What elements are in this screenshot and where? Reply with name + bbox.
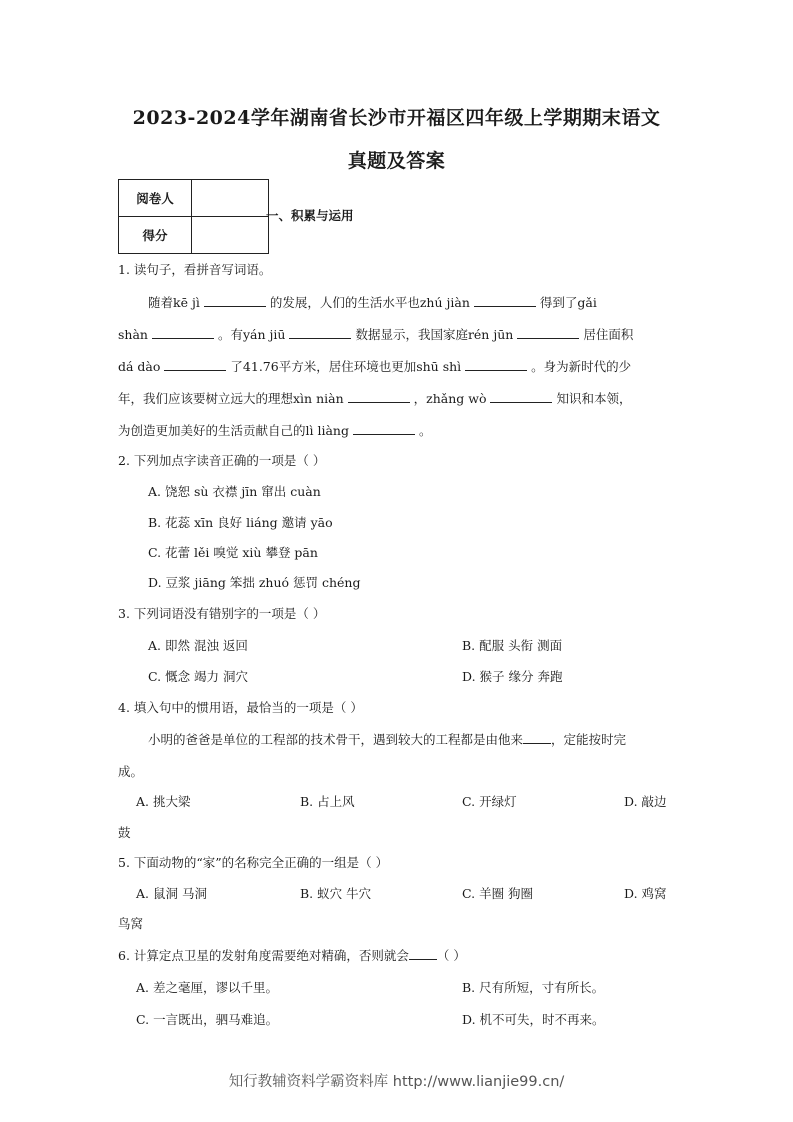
q2-option-d: D. 豆浆 jiāng 笨拙 zhuó 惩罚 chéng [148,575,361,590]
q5-option-a: A. 鼠洞 马洞 [136,886,207,901]
q6-option-a: A. 差之毫厘，谬以千里。 [136,980,278,995]
q2-option-c: C. 花蕾 lěi 嗅觉 xiù 攀登 pān [148,545,318,560]
q5-option-c: C. 羊圈 狗圈 [462,886,534,901]
q2-stem: 2. 下列加点字读音正确的一项是（ ） [118,453,326,468]
q6-stem: 6. 计算定点卫星的发射角度需要绝对精确，否则就会 （ ） [118,948,466,963]
score-cell [192,217,269,254]
q1-line5: 为创造更加美好的生活贡献自己的lì liàng 。 [118,423,432,438]
q3-option-c: C. 慨念 竭力 洞穴 [148,669,249,684]
q4-option-b: B. 占上风 [300,794,355,809]
q3-option-a: A. 即然 混浊 返回 [148,638,248,653]
section-heading: 一、积累与运用 [266,208,354,223]
answer-blank [152,326,214,339]
q4-stem: 4. 填入句中的惯用语，最恰当的一项是（ ） [118,700,363,715]
answer-blank [523,731,551,744]
q2-option-b: B. 花蕊 xīn 良好 liáng 邀请 yāo [148,515,333,530]
answer-blank [348,390,410,403]
answer-blank [204,294,266,307]
q4-passage-line2: 成。 [118,764,144,779]
q2-option-a: A. 饶恕 sù 衣襟 jīn 窜出 cuàn [148,484,321,499]
score-table [118,179,269,254]
q3-option-b: B. 配服 头衔 测面 [462,638,563,653]
q3-option-d: D. 猴子 缘分 奔跑 [462,669,563,684]
q4-option-c: C. 开绿灯 [462,794,517,809]
score-label: 得分 [119,217,192,254]
document-title-line1: 2023-2024学年湖南省长沙市开福区四年级上学期期末语文 [132,107,661,129]
answer-blank [465,358,527,371]
q5-stem: 5. 下面动物的“家”的名称完全正确的一组是（ ） [118,855,389,870]
q3-stem: 3. 下列词语没有错别字的一项是（ ） [118,606,326,621]
q4-option-d-cont: 鼓 [118,825,131,840]
q1-line2: shàn 。有yán jiū 数据显示，我国家庭rén jūn 居住面积 [118,327,634,342]
answer-blank [164,358,226,371]
document-title-line2: 真题及答案 [347,150,446,172]
reviewer-label: 阅卷人 [119,180,192,217]
q4-option-d: D. 敲边 [624,794,667,809]
q1-line4: 年，我们应该要树立远大的理想xìn niàn ，zhǎng wò 知识和本领， [118,391,632,406]
answer-blank [517,326,579,339]
q1-stem: 1. 读句子，看拼音写词语。 [118,262,272,277]
q5-option-d: D. 鸡窝 [624,886,667,901]
answer-blank [289,326,351,339]
answer-blank [353,422,415,435]
footer-watermark: 知行教辅资料学霸资料库 http://www.lianjie99.cn/ [228,1074,565,1090]
q6-option-b: B. 尺有所短，寸有所长。 [462,980,605,995]
answer-blank [474,294,536,307]
reviewer-cell [192,180,269,217]
q6-option-c: C. 一言既出，驷马难追。 [136,1012,279,1027]
q1-line3: dá dào 了41.76平方米，居住环境也更加shū shì 。身为新时代的少 [118,359,632,374]
q4-option-a: A. 挑大梁 [136,794,191,809]
q5-option-d-cont: 鸟窝 [118,916,144,931]
answer-blank [490,390,552,403]
q6-option-d: D. 机不可失，时不再来。 [462,1012,605,1027]
q4-passage-line1: 小明的爸爸是单位的工程部的技术骨干，遇到较大的工程都是由他来 ，定能按时完 [148,732,627,747]
answer-blank [409,947,437,960]
q1-line1: 随着kē jì 的发展，人们的生活水平也zhú jiàn 得到了gǎi [148,295,597,310]
q5-option-b: B. 蚁穴 牛穴 [300,886,372,901]
